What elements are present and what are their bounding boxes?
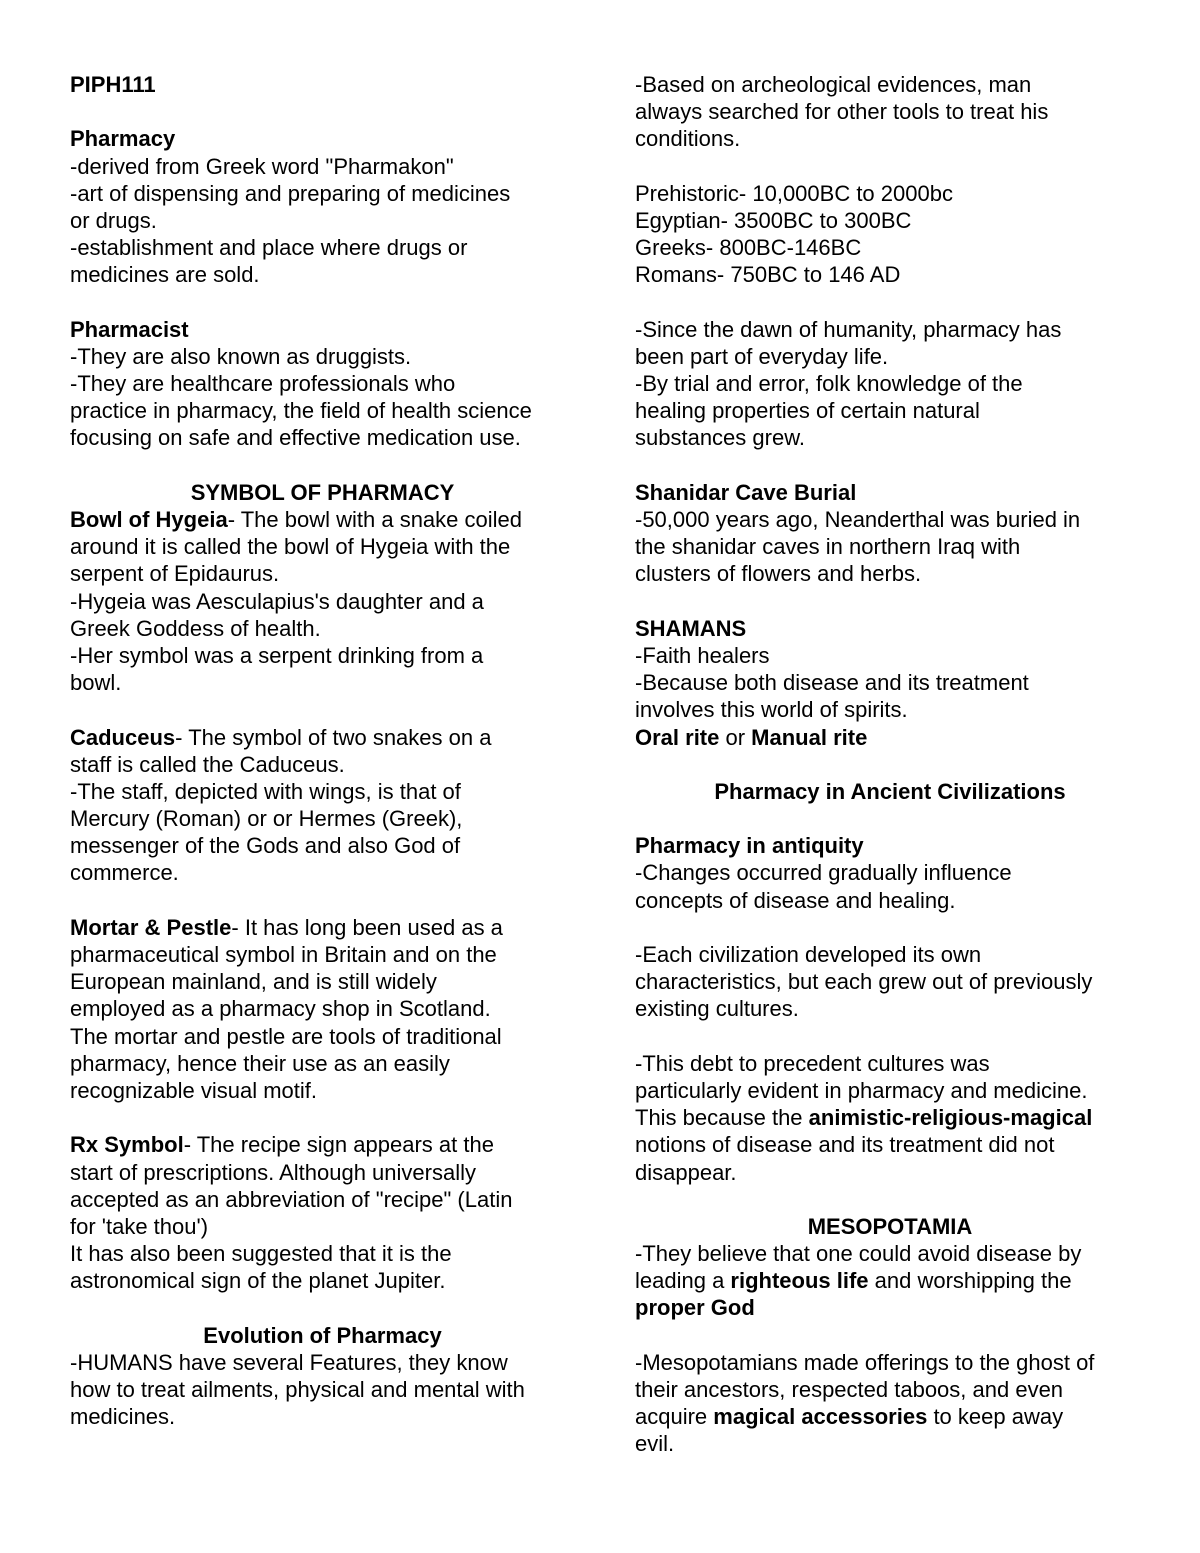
mesopotamia-line: evil. bbox=[635, 1431, 675, 1457]
rx-line: astronomical sign of the planet Jupiter. bbox=[70, 1268, 446, 1294]
intro-line: conditions. bbox=[635, 126, 741, 152]
hygeia-line: around it is called the bowl of Hygeia with the bbox=[70, 534, 511, 560]
era-line: Egyptian- 3500BC to 300BC bbox=[635, 207, 912, 233]
antiquity-line: disappear. bbox=[635, 1159, 737, 1185]
right-column bbox=[635, 71, 1145, 1458]
caduceus-line: -The staff, depicted with wings, is that of bbox=[70, 778, 461, 804]
ancient-civilizations-heading: Pharmacy in Ancient Civilizations bbox=[714, 778, 1066, 804]
era-line: Romans- 750BC to 146 AD bbox=[635, 262, 901, 288]
dawn-line: substances grew. bbox=[635, 425, 805, 451]
shamans-line: involves this world of spirits. bbox=[635, 697, 908, 723]
pharmacy-line: -derived from Greek word "Pharmakon" bbox=[70, 153, 454, 179]
pharmacy-line: medicines are sold. bbox=[70, 262, 260, 288]
caduceus-line: Mercury (Roman) or or Hermes (Greek), bbox=[70, 806, 463, 832]
hygeia-term: Bowl of Hygeia bbox=[70, 507, 228, 532]
hygeia-line: bowl. bbox=[70, 670, 122, 696]
intro-line: always searched for other tools to treat his bbox=[635, 99, 1049, 125]
rx-line: for 'take thou') bbox=[70, 1213, 209, 1239]
evolution-heading: Evolution of Pharmacy bbox=[203, 1322, 442, 1348]
shanidar-line: the shanidar caves in northern Iraq with bbox=[635, 534, 1021, 560]
rx-line: accepted as an abbreviation of "recipe" (Latin bbox=[70, 1186, 513, 1212]
antiquity-line: notions of disease and its treatment did not bbox=[635, 1132, 1055, 1158]
mesopotamia-line: leading a righteous life and worshipping the bbox=[635, 1268, 1072, 1294]
rx-line: It has also been suggested that it is the bbox=[70, 1241, 452, 1267]
antiquity-line: concepts of disease and healing. bbox=[635, 887, 956, 913]
pharmacy-line: -establishment and place where drugs or bbox=[70, 235, 468, 261]
mortar-line: recognizable visual motif. bbox=[70, 1077, 318, 1103]
caduceus-line: commerce. bbox=[70, 860, 179, 886]
dawn-line: been part of everyday life. bbox=[635, 343, 889, 369]
mortar-term: Mortar & Pestle bbox=[70, 914, 232, 940]
era-line: Greeks- 800BC-146BC bbox=[635, 235, 862, 261]
rx-line: Rx Symbol- The recipe sign appears at the bbox=[70, 1132, 494, 1158]
oral-rite: Oral rite bbox=[635, 724, 720, 750]
mesopotamia-line: their ancestors, respected taboos, and even bbox=[635, 1377, 1064, 1402]
pharmacy-heading: Pharmacy bbox=[70, 126, 176, 152]
antiquity-line: -Each civilization developed its own bbox=[635, 942, 982, 967]
pharmacy-line: or drugs. bbox=[70, 207, 157, 233]
evolution-line: how to treat ailments, physical and mental with bbox=[70, 1377, 525, 1402]
pharmacist-line: -They are also known as druggists. bbox=[70, 343, 412, 369]
dawn-line: -By trial and error, folk knowledge of the bbox=[635, 371, 1023, 397]
course-code: PIPH111 bbox=[70, 72, 156, 97]
evolution-line: medicines. bbox=[70, 1404, 176, 1430]
caduceus-line: Caduceus- The symbol of two snakes on a bbox=[70, 724, 492, 750]
hygeia-line: serpent of Epidaurus. bbox=[70, 561, 280, 587]
righteous-life-term: righteous life bbox=[730, 1268, 869, 1294]
antiquity-line: existing cultures. bbox=[635, 996, 799, 1022]
pharmacist-heading: Pharmacist bbox=[70, 316, 189, 342]
antiquity-heading: Pharmacy in antiquity bbox=[635, 833, 864, 859]
pharmacist-line: focusing on safe and effective medication use. bbox=[70, 425, 521, 451]
shamans-heading: SHAMANS bbox=[635, 615, 747, 641]
hygeia-line: -Her symbol was a serpent drinking from a bbox=[70, 642, 484, 668]
caduceus-line: messenger of the Gods and also God of bbox=[70, 833, 461, 859]
hygeia-line: Bowl of Hygeia- The bowl with a snake coiled bbox=[70, 507, 522, 532]
animistic-term: animistic-religious-magical bbox=[808, 1105, 1093, 1131]
caduceus-line: staff is called the Caduceus. bbox=[70, 751, 345, 777]
antiquity-line: This because the animistic-religious-magical bbox=[635, 1105, 1093, 1131]
pharmacist-line: practice in pharmacy, the field of health science bbox=[70, 398, 532, 424]
antiquity-line: characteristics, but each grew out of previously bbox=[635, 969, 1093, 995]
shamans-line: -Because both disease and its treatment bbox=[635, 670, 1029, 696]
mesopotamia-line: -They believe that one could avoid disease by bbox=[635, 1241, 1082, 1267]
mortar-line: The mortar and pestle are tools of traditional bbox=[70, 1023, 502, 1049]
caduceus-term: Caduceus bbox=[70, 724, 176, 750]
shanidar-line: -50,000 years ago, Neanderthal was buried in bbox=[635, 507, 1081, 532]
hygeia-line: -Hygeia was Aesculapius's daughter and a bbox=[70, 588, 484, 614]
rx-line: start of prescriptions. Although universally bbox=[70, 1159, 476, 1185]
shamans-line: -Faith healers bbox=[635, 642, 770, 668]
rites-line: Oral rite or Manual rite bbox=[635, 724, 868, 750]
mortar-line: pharmacy, hence their use as an easily bbox=[70, 1050, 450, 1076]
shanidar-heading: Shanidar Cave Burial bbox=[635, 479, 857, 505]
antiquity-line: -This debt to precedent cultures was bbox=[635, 1050, 990, 1076]
pharmacy-line: -art of dispensing and preparing of medicines bbox=[70, 180, 511, 206]
mesopotamia-line: acquire magical accessories to keep away bbox=[635, 1404, 1064, 1430]
hygeia-line: Greek Goddess of health. bbox=[70, 615, 321, 641]
dawn-line: healing properties of certain natural bbox=[635, 398, 980, 424]
left-column bbox=[70, 71, 575, 1430]
dawn-line: -Since the dawn of humanity, pharmacy has bbox=[635, 316, 1062, 342]
antiquity-line: -Changes occurred gradually influence bbox=[635, 860, 1012, 886]
manual-rite: Manual rite bbox=[751, 724, 868, 750]
mortar-line: Mortar & Pestle- It has long been used as a bbox=[70, 914, 503, 940]
era-line: Prehistoric- 10,000BC to 2000bc bbox=[635, 180, 953, 206]
mesopotamia-line: -Mesopotamians made offerings to the ghost of bbox=[635, 1349, 1095, 1375]
mortar-line: European mainland, and is still widely bbox=[70, 969, 437, 995]
mortar-line: pharmaceutical symbol in Britain and on the bbox=[70, 942, 497, 967]
shanidar-line: clusters of flowers and herbs. bbox=[635, 561, 922, 587]
intro-line: -Based on archeological evidences, man bbox=[635, 72, 1032, 97]
pharmacist-line: -They are healthcare professionals who bbox=[70, 371, 456, 397]
mortar-line: employed as a pharmacy shop in Scotland. bbox=[70, 996, 491, 1022]
evolution-line: -HUMANS have several Features, they know bbox=[70, 1349, 508, 1375]
mesopotamia-heading: MESOPOTAMIA bbox=[807, 1213, 973, 1239]
symbol-of-pharmacy-heading: SYMBOL OF PHARMACY bbox=[190, 479, 455, 505]
antiquity-line: particularly evident in pharmacy and medicine. bbox=[635, 1077, 1088, 1103]
rx-term: Rx Symbol bbox=[70, 1132, 184, 1158]
magical-accessories-term: magical accessories bbox=[713, 1404, 928, 1430]
proper-god-term: proper God bbox=[635, 1295, 755, 1321]
